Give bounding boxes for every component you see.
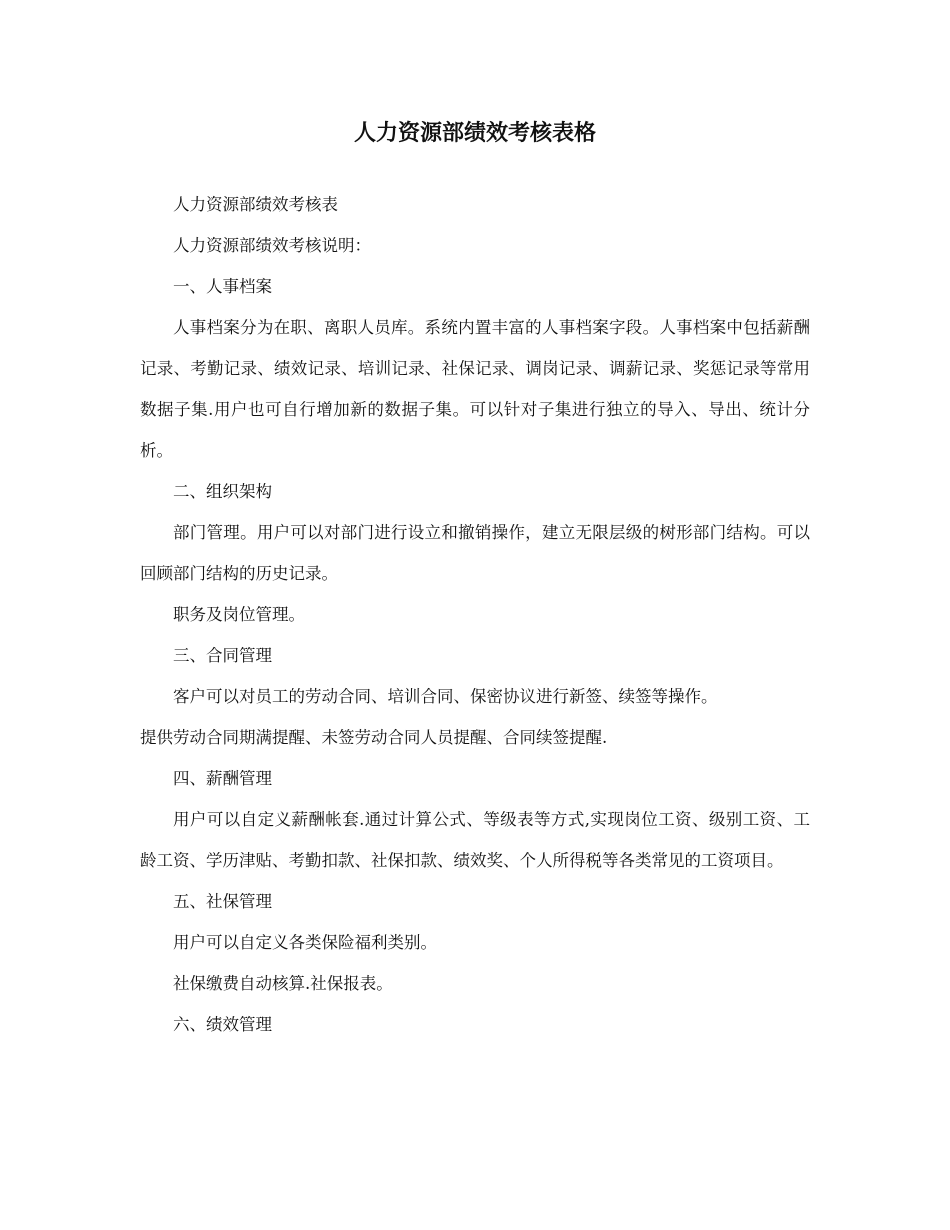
paragraph-department-management: 部门管理。用户可以对部门进行设立和撤销操作，建立无限层级的树形部门结构。可以回顾部门结构的历史记录。 <box>140 523 810 583</box>
section-heading-performance: 六、绩效管理 <box>173 1015 272 1034</box>
document-title: 人力资源部绩效考核表格 <box>353 120 596 146</box>
section-heading-social-security: 五、社保管理 <box>173 892 272 911</box>
paragraph-contract-reminders: 提供劳动合同期满提醒、未签劳动合同人员提醒、合同续签提醒. <box>140 728 608 747</box>
section-heading-contract: 三、合同管理 <box>173 646 272 665</box>
paragraph-subtitle: 人力资源部绩效考核表 <box>173 195 338 214</box>
document-body <box>140 184 810 1045</box>
section-heading-salary: 四、薪酬管理 <box>173 769 272 788</box>
paragraph-position-management: 职务及岗位管理。 <box>173 605 305 624</box>
section-heading-personnel-files: 一、人事档案 <box>173 277 272 296</box>
paragraph-insurance-categories: 用户可以自定义各类保险福利类别。 <box>173 933 437 952</box>
paragraph-salary: 用户可以自定义薪酬帐套.通过计算公式、等级表等方式,实现岗位工资、级别工资、工龄工资、学历津贴、考勤扣款、社保扣款、绩效奖、个人所得税等各类常见的工资项目。 <box>140 810 810 870</box>
paragraph-description-heading: 人力资源部绩效考核说明： <box>173 236 371 255</box>
paragraph-social-security-accounting: 社保缴费自动核算.社保报表。 <box>173 974 393 993</box>
paragraph-personnel-files: 人事档案分为在职、离职人员库。系统内置丰富的人事档案字段。人事档案中包括薪酬记录、考勤记录、绩效记录、培训记录、社保记录、调岗记录、调薪记录、奖惩记录等常用数据子集.用户也可自行增加新的数据子集。可以针对子集进行独立的导入、导出、统计分析。 <box>140 318 810 460</box>
paragraph-contract-operations: 客户可以对员工的劳动合同、培训合同、保密协议进行新签、续签等操作。 <box>173 687 718 706</box>
section-heading-organization: 二、组织架构 <box>173 482 272 501</box>
